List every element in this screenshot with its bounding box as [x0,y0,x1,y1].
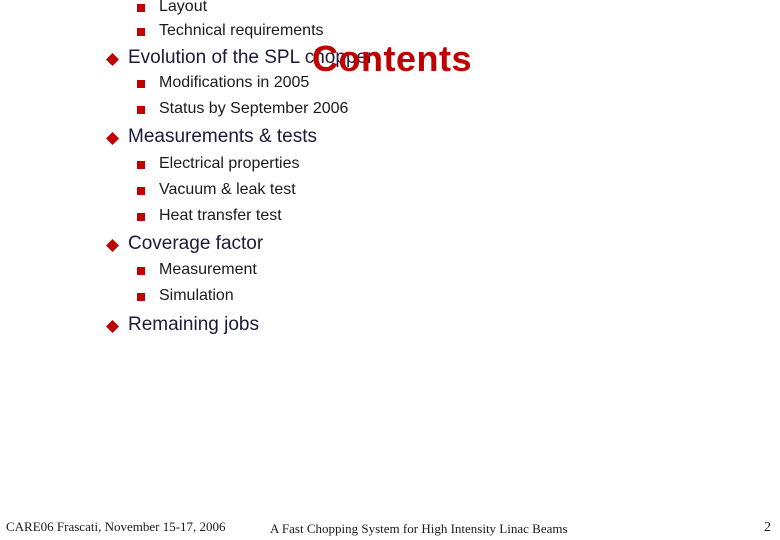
diamond-bullet-icon [106,320,119,333]
footer-talk-title: A Fast Chopping System for High Intensity Linac Beams [270,521,568,536]
list-item: Electrical properties [159,155,300,172]
list-item: Evolution of the SPL chopper [128,47,374,68]
page-number: 2 [764,520,771,535]
square-bullet-icon [137,187,145,195]
list-item: Heat transfer test [159,207,282,224]
list-item: Coverage factor [128,233,264,254]
square-bullet-icon [137,293,145,301]
list-item: Vacuum & leak test [159,181,296,198]
list-item: Measurement [159,261,257,278]
list-item: Simulation [159,287,234,304]
square-bullet-icon [137,28,145,36]
list-item: Technical requirements [159,22,324,39]
page-title: Contents [312,38,472,79]
footer-event: CARE06 Frascati, November 15-17, 2006 [6,519,226,534]
square-bullet-icon [137,161,145,169]
diamond-bullet-icon [106,239,119,252]
square-bullet-icon [137,213,145,221]
diamond-bullet-icon [106,132,119,145]
list-item: Modifications in 2005 [159,74,310,91]
list-item: Status by September 2006 [159,100,349,117]
list-item: Measurements & tests [128,126,318,147]
square-bullet-icon [137,106,145,114]
list-item: Remaining jobs [128,314,259,335]
square-bullet-icon [137,80,145,88]
square-bullet-icon [137,4,145,12]
diamond-bullet-icon [106,53,119,66]
square-bullet-icon [137,267,145,275]
list-item: Layout [159,0,208,15]
